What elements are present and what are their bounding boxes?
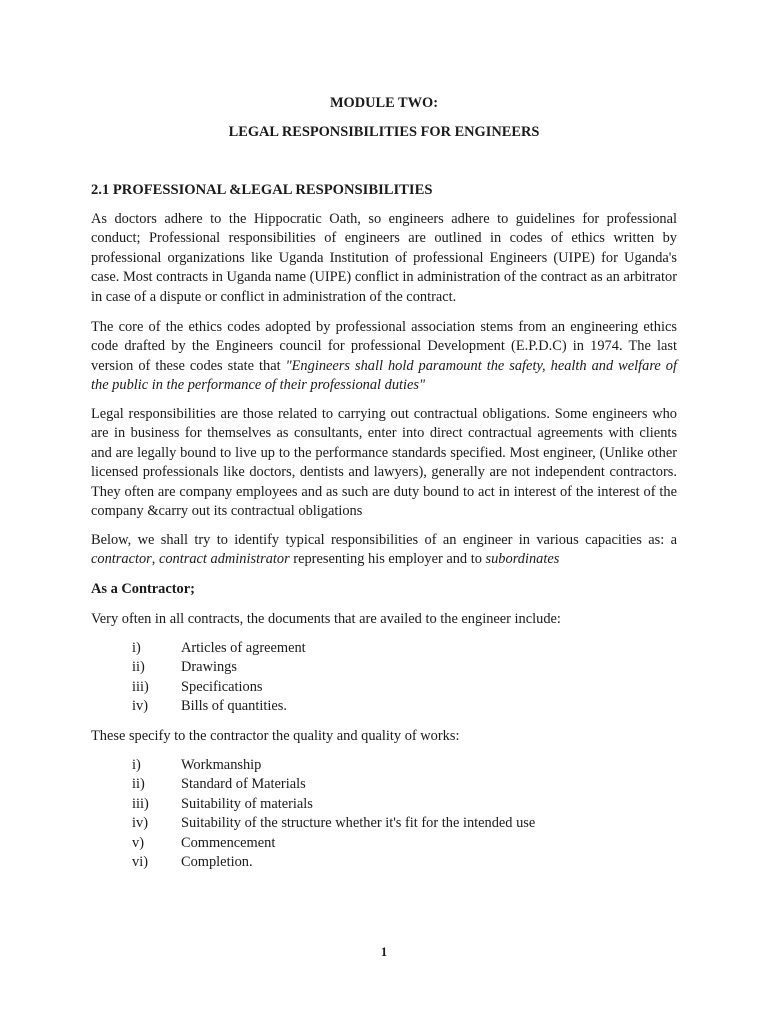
list-item — [132, 853, 652, 872]
specify-intro: These specify to the contractor the quality and quality of works: — [91, 728, 460, 744]
paragraph-ethics-codes — [91, 318, 677, 396]
list-item — [132, 658, 652, 677]
list-item-number: iii) — [132, 678, 149, 695]
section-heading: 2.1 PROFESSIONAL &LEGAL RESPONSIBILITIES — [91, 182, 433, 198]
list-item — [132, 697, 652, 716]
ethics-quote: "Engineers shall hold paramount the safety, health and welfare of the public in the performance of their professional duties" — [91, 357, 677, 394]
list-item-number: ii) — [132, 659, 145, 676]
list-item — [132, 795, 652, 814]
document-page — [91, 0, 677, 1024]
list-item — [132, 834, 652, 853]
capacity-subordinates: subordinates — [485, 551, 560, 568]
list-item-number: iv) — [132, 698, 148, 715]
list-item-text: Drawings — [181, 659, 237, 676]
module-title: MODULE TWO: — [329, 95, 439, 111]
list-item-text: Suitability of materials — [181, 795, 313, 812]
list-item — [132, 775, 652, 794]
list-item — [132, 814, 652, 833]
module-subtitle: LEGAL RESPONSIBILITIES FOR ENGINEERS — [228, 124, 540, 140]
capacity-contract-administrator: contract administrator — [158, 551, 290, 568]
list-item-text: Completion. — [181, 853, 253, 870]
contractor-heading: As a Contractor; — [91, 581, 195, 597]
list-item — [132, 639, 652, 658]
capacities-text-b: representing his employer and to — [289, 551, 486, 568]
paragraph-legal-responsibilities: Legal responsibilities are those related to carrying out contractual obligations. Some engineers who are in business for themselves as consultants, enter into direct contractual agreements with clients and are legally bound to live up to the performance standards specified. Most engineer, (Unlike other licensed professionals like doctors, dentists and lawyers), generally are not independent contractors. They often are company employees and as such are duty bound to act in interest of the interest of the company &carry out its contractual obligations — [91, 406, 677, 520]
capacities-comma: , — [151, 551, 159, 568]
capacity-contractor: contractor — [91, 551, 152, 568]
list-item-number: iv) — [132, 815, 148, 832]
paragraph-professional-conduct: As doctors adhere to the Hippocratic Oath, so engineers adhere to guidelines for professional conduct; Professional responsibilities of engineers are outlined in codes of ethics written by professional organizations like Uganda Institution of professional Engineers (UIPE) for Uganda's case. Most contracts in Uganda name (UIPE) conflict in administration of the contract as an arbitrator in case of a dispute or conflict in administration of the contract. — [91, 211, 677, 305]
list-item — [132, 678, 652, 697]
documents-intro: Very often in all contracts, the documents that are availed to the engineer include: — [91, 611, 561, 627]
specify-list — [132, 756, 652, 872]
list-item-text: Articles of agreement — [181, 640, 306, 656]
list-item-number: i) — [132, 640, 141, 656]
page-number: 1 — [380, 945, 388, 959]
list-item-number: vi) — [132, 853, 148, 870]
capacities-text-a: Below, we shall try to identify typical responsibilities of an engineer in various capacities as: a — [91, 532, 677, 548]
list-item — [132, 756, 652, 775]
list-item-text: Specifications — [181, 678, 263, 695]
list-item-text: Standard of Materials — [181, 776, 306, 793]
documents-list — [132, 639, 652, 717]
list-item-text: Workmanship — [181, 757, 262, 773]
list-item-number: ii) — [132, 776, 145, 793]
list-item-text: Bills of quantities. — [181, 698, 287, 715]
list-item-number: v) — [132, 834, 144, 851]
list-item-text: Commencement — [181, 834, 276, 851]
list-item-number: i) — [132, 757, 141, 773]
ethics-codes-text: The core of the ethics codes adopted by professional association stems from an engineering ethics code drafted by the Engineers council for professional Development (E.P.D.C) in 1974. The last version of these codes state that — [91, 319, 677, 374]
paragraph-capacities — [91, 531, 677, 570]
list-item-text: Suitability of the structure whether it's fit for the intended use — [181, 815, 536, 832]
list-item-number: iii) — [132, 795, 149, 812]
